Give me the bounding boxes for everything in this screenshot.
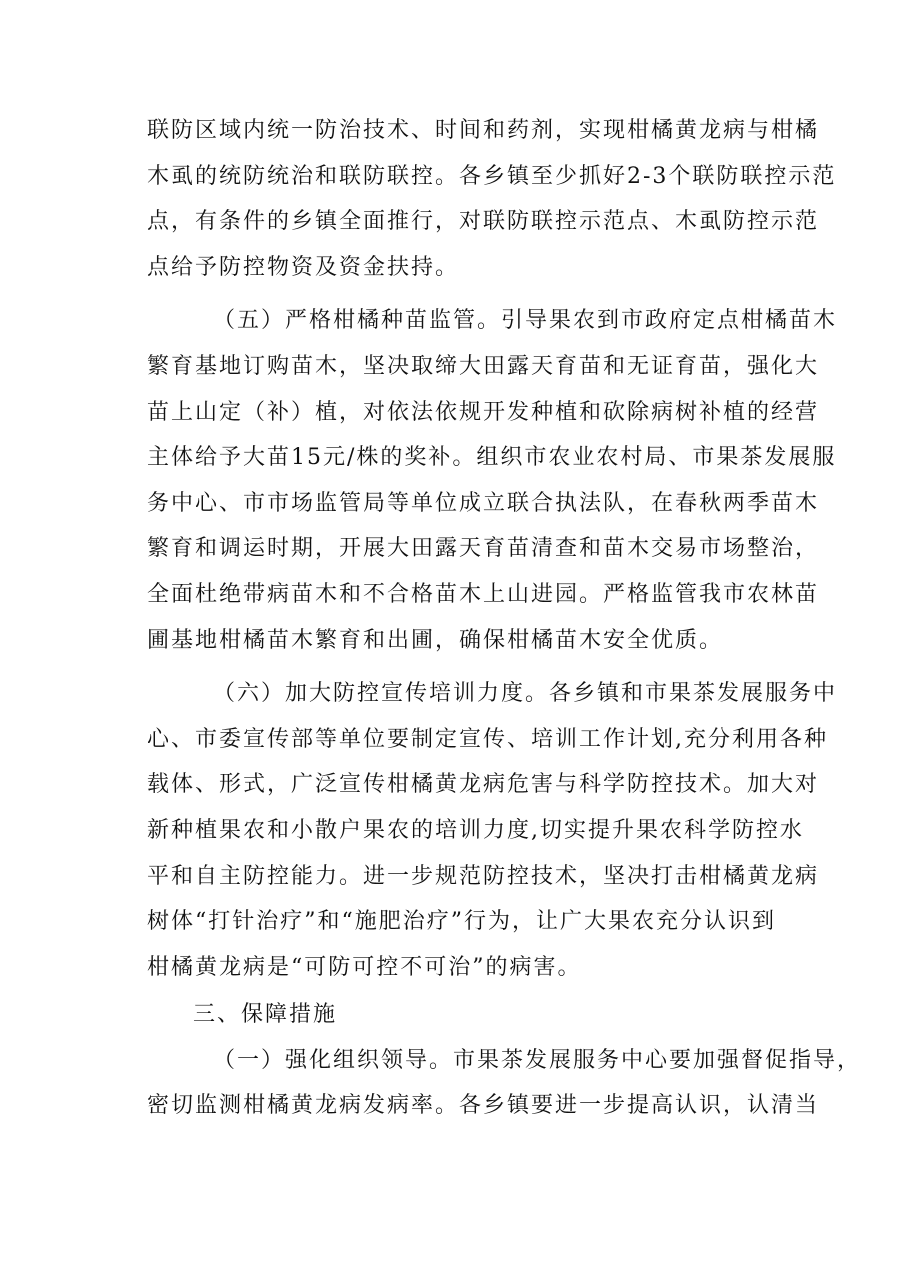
paragraph-publicity-training (147, 671, 838, 990)
section-heading: 三、保障措施 (193, 1002, 338, 1028)
text-line: （五）严格柑橘种苗监管。引导果农到市政府定点柑橘苗木 (213, 308, 838, 334)
paragraph-organization-leadership (147, 1038, 862, 1129)
text-line: 圃基地柑橘苗木繁育和出圃，确保柑橘苗木安全优质。 (147, 627, 724, 653)
text-line: （六）加大防控宣传培训力度。各乡镇和市果茶发展服务中 (213, 681, 838, 707)
text-line: 点给予防控物资及资金扶持。 (147, 254, 460, 280)
text-line: 心、市委宣传部等单位要制定宣传、培训工作计划,充分利用各种 (147, 726, 828, 752)
text-line: 主体给予大苗15元/株的奖补。组织市农业农村局、市果茶发展服 (147, 445, 837, 471)
document-body (147, 108, 862, 1129)
text-line: 载体、形式，广泛宣传柑橘黄龙病危害与科学防控技术。加大对 (147, 772, 820, 798)
text-line: （一）强化组织领导。市果茶发展服务中心要加强督促指导， (213, 1047, 862, 1073)
text-line: 联防区域内统一防治技术、时间和药剂，实现柑橘黄龙病与柑橘 (147, 118, 820, 143)
text-line: 繁育基地订购苗木，坚决取缔大田露天育苗和无证育苗，强化大 (147, 353, 820, 379)
text-line: 新种植果农和小散户果农的培训力度,切实提升果农科学防控水 (147, 817, 804, 843)
text-line: 密切监测柑橘黄龙病发病率。各乡镇要进一步提高认识，认清当 (147, 1093, 820, 1119)
text-line: 木虱的统防统治和联防联控。各乡镇至少抓好2-3个联防联控示范 (147, 163, 837, 189)
text-line: 务中心、市市场监管局等单位成立联合执法队，在春秋两季苗木 (147, 490, 820, 516)
paragraph-seedling-supervision (147, 298, 838, 663)
text-line: 苗上山定（补）植，对依法依规开发种植和砍除病树补植的经营 (147, 399, 820, 425)
text-line: 繁育和调运时期，开展大田露天育苗清查和苗木交易市场整治， (147, 536, 820, 562)
text-line: 树体“打针治疗”和“施肥治疗”行为，让广大果农充分认识到 (147, 909, 776, 935)
text-line: 全面杜绝带病苗木和不合格苗木上山进园。严格监管我市农林苗 (147, 581, 820, 607)
text-line: 平和自主防控能力。进一步规范防控技术，坚决打击柑橘黄龙病 (147, 863, 820, 889)
paragraph-unified-control (147, 108, 837, 290)
text-line: 柑橘黄龙病是“可防可控不可治”的病害。 (147, 954, 582, 980)
text-line: 点，有条件的乡镇全面推行，对联防联控示范点、木虱防控示范 (147, 209, 820, 235)
